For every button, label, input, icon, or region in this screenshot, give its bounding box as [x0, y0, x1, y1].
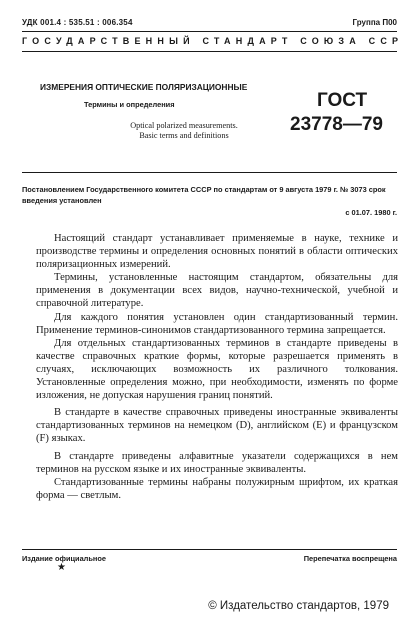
udk-code: УДК 001.4 : 535.51 : 006.354 [22, 18, 133, 27]
top-rule [22, 31, 397, 32]
reprint-prohibited-label: Перепечатка воспрещена [303, 554, 397, 563]
title-rule [22, 172, 397, 173]
paragraph: Термины, установленные настоящим стандартом, обязательны для применения в документации всех видов, научно-технической, учебной и справочной литературе. [36, 272, 398, 310]
banner-rule [22, 51, 397, 52]
body-text [36, 232, 398, 502]
paragraph: Для отдельных стандартизованных терминов в стандарте приведены в качестве справочных краткие формы, которые разрешается применять в случаях, исключающих возможность их различного толкования. Установленные определения можно, при необходимости, изменять по форме изложения, не допуская нарушения границ понятий. [36, 337, 398, 402]
standard-title-en [84, 121, 284, 141]
standard-subtitle-ru: Термины и определения [84, 100, 175, 109]
official-edition-label: Издание официальное [22, 554, 107, 563]
title-en-line-2: Basic terms and definitions [139, 131, 229, 140]
paragraph: В стандарте в качестве справочных приведены иностранные эквиваленты стандартизованных терминов на немецком (D), английском (E) и французском (F) языках. [36, 407, 398, 445]
star-icon: ★ [57, 562, 66, 573]
paragraph: Стандартизованные термины набраны полужирным шрифтом, их краткая форма — светлым. [36, 476, 398, 501]
paragraph: В стандарте приведены алфавитные указатели содержащихся в нем терминов на русском языке и их иностранные эквиваленты. [36, 450, 398, 475]
footer-rule [22, 549, 397, 550]
decree-text: Постановлением Государственного комитета СССР по стандартам от 9 августа 1979 г. № 3073 срок введения установлен [22, 185, 386, 205]
state-standard-banner: ГОСУДАРСТВЕННЫЙ СТАНДАРТ СОЮЗА ССР [22, 36, 404, 46]
effective-date: с 01.07. 1980 г. [345, 208, 397, 217]
gost-label: ГОСТ [317, 90, 368, 111]
title-en-line-1: Optical polarized measurements. [130, 121, 238, 130]
gost-number: 23778—79 [290, 114, 383, 135]
group-code: Группа П00 [352, 18, 397, 27]
copyright-notice: © Издательство стандартов, 1979 [208, 600, 389, 612]
paragraph: Для каждого понятия установлен один стандартизованный термин. Применение терминов-синонимов стандартизованного термина запрещается. [36, 311, 398, 336]
paragraph: Настоящий стандарт устанавливает применяемые в науке, технике и производстве термины и определения основных понятий в области оптических поляризационных измерений. [36, 233, 398, 271]
standard-title-ru: ИЗМЕРЕНИЯ ОПТИЧЕСКИЕ ПОЛЯРИЗАЦИОННЫЕ [40, 82, 248, 92]
